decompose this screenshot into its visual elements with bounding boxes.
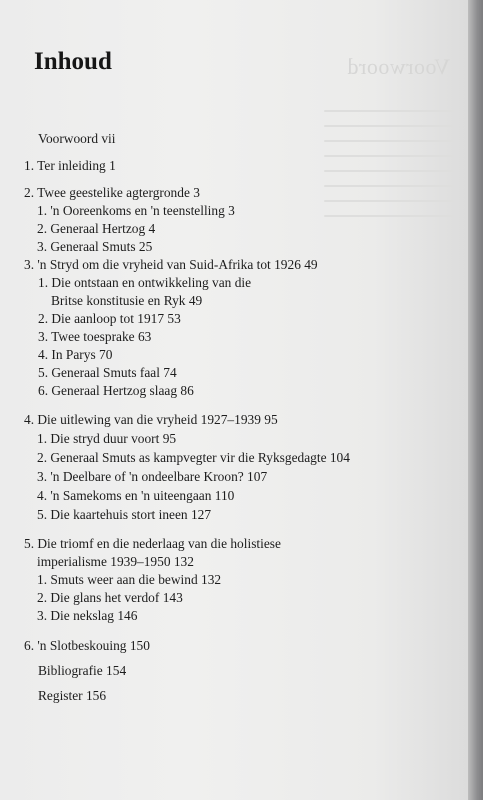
book-gutter (468, 0, 483, 800)
toc-section-3-3: 3. Twee toesprake 63 (38, 329, 152, 344)
toc-section-3-4: 4. In Parys 70 (38, 347, 113, 362)
toc-section-4-5: 5. Die kaartehuis stort ineen 127 (37, 507, 212, 522)
toc-section-2-1: 1. 'n Ooreenkoms en 'n teenstelling 3 (37, 203, 235, 218)
toc-section-4-1: 1. Die stryd duur voort 95 (37, 431, 177, 446)
toc-section-5-2: 2. Die glans het verdof 143 (37, 590, 183, 605)
toc-section-4-2: 2. Generaal Smuts as kampvegter vir die Ryksgedagte 104 (37, 450, 350, 465)
toc-chapter-4: 4. Die uitlewing van die vryheid 1927–1939 95 (24, 412, 278, 427)
toc-section-3-1-cont: Britse konstitusie en Ryk 49 (51, 293, 203, 308)
toc-chapter-5: 5. Die triomf en die nederlaag van die holistiese (24, 536, 281, 551)
toc-section-4-4: 4. 'n Samekoms en 'n uiteengaan 110 (37, 488, 235, 503)
toc-section-4-3: 3. 'n Deelbare of 'n ondeelbare Kroon? 107 (37, 469, 268, 484)
toc-section-5-1: 1. Smuts weer aan die bewind 132 (37, 572, 222, 587)
page-title: Inhoud (34, 48, 112, 75)
toc-chapter-3: 3. 'n Stryd om die vryheid van Suid-Afrika tot 1926 49 (24, 257, 318, 272)
show-through-heading: Voorwoord (346, 54, 450, 79)
toc-chapter-5-cont: imperialisme 1939–1950 132 (37, 554, 194, 569)
toc-register: Register 156 (38, 688, 107, 703)
toc-section-3-6: 6. Generaal Hertzog slaag 86 (38, 383, 194, 398)
show-through-lines (324, 110, 454, 230)
toc-chapter-1: 1. Ter inleiding 1 (24, 158, 116, 173)
toc-section-3-1: 1. Die ontstaan en ontwikkeling van die (38, 275, 252, 290)
toc-chapter-2: 2. Twee geestelike agtergronde 3 (24, 185, 200, 200)
toc-bibliografie: Bibliografie 154 (38, 663, 127, 678)
toc-voorwoord: Voorwoord vii (38, 131, 116, 146)
toc-chapter-6: 6. 'n Slotbeskouing 150 (24, 638, 150, 653)
toc-section-2-2: 2. Generaal Hertzog 4 (37, 221, 156, 236)
toc-section-5-3: 3. Die nekslag 146 (37, 608, 138, 623)
toc-section-2-3: 3. Generaal Smuts 25 (37, 239, 153, 254)
toc-section-3-5: 5. Generaal Smuts faal 74 (38, 365, 177, 380)
toc-section-3-2: 2. Die aanloop tot 1917 53 (38, 311, 181, 326)
